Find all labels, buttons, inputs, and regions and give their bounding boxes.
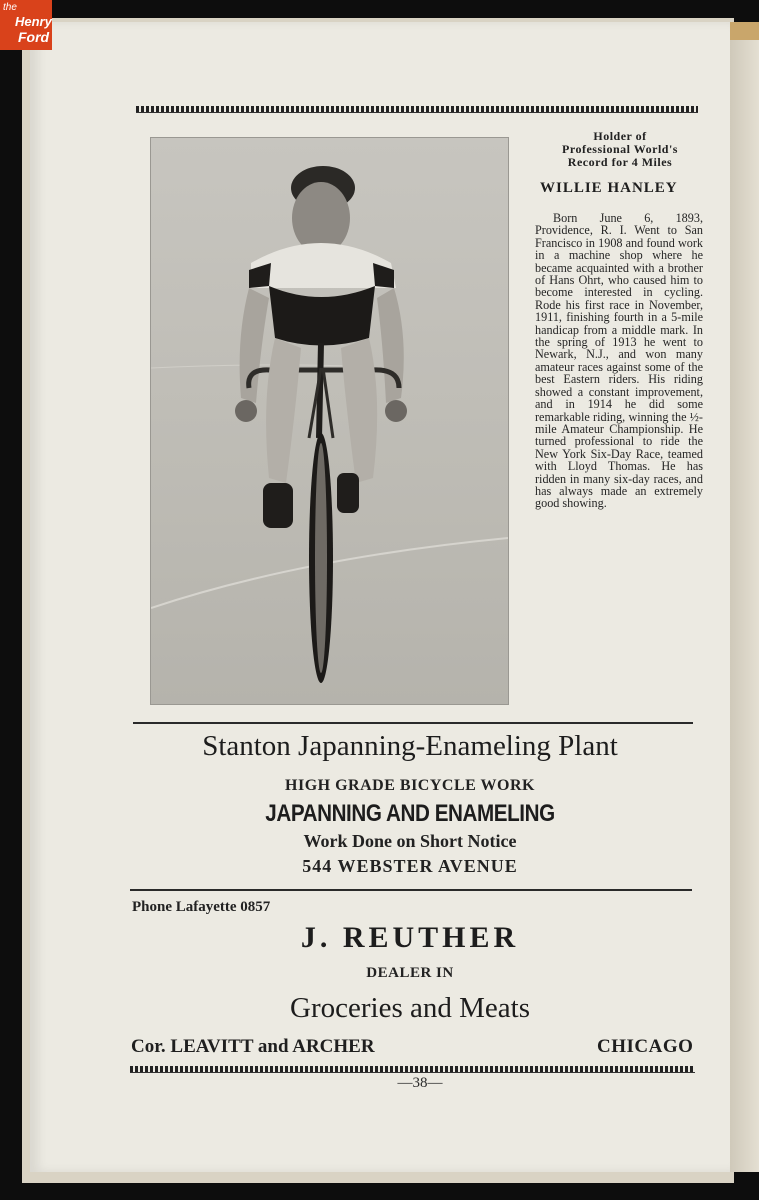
ad-reuther-phone: Phone Lafayette 0857 [132, 899, 271, 915]
facing-page-edge [730, 22, 759, 1172]
ad-stanton-line: HIGH GRADE BICYCLE WORK [285, 777, 535, 794]
page-number: —38— [397, 1075, 443, 1091]
caption-line: Record for 4 Miles [567, 155, 673, 169]
ad-reuther-goods: Groceries and Meats [290, 992, 530, 1024]
top-ornament-rule [136, 106, 698, 113]
ad-reuther-address: Cor. LEAVITT and ARCHER [131, 1036, 375, 1057]
cyclist-photo [150, 137, 509, 705]
logo-ford: Ford [18, 29, 50, 45]
henry-ford-logo [0, 0, 52, 50]
logo-the: the [3, 2, 17, 13]
rider-biography [535, 212, 703, 510]
page-tab [730, 22, 759, 40]
cyclist-illustration [151, 138, 508, 704]
ad-stanton-line: Work Done on Short Notice [303, 831, 517, 851]
ad-stanton-address: 544 WEBSTER AVENUE [302, 856, 518, 876]
bottom-ornament-rule [130, 1066, 695, 1073]
divider-rule [133, 722, 693, 724]
ad-stanton-headline: JAPANNING AND ENAMELING [265, 800, 555, 827]
ad-stanton-title: Stanton Japanning-Enameling Plant [202, 730, 618, 762]
ad-reuther-dealer: DEALER IN [366, 965, 454, 981]
caption-line: Professional World's [562, 142, 678, 156]
biography-text: Born June 6, 1893, Providence, R. I. Went to San Francisco in 1908 and found work in a machine shop where he became acquainted with a brother of Hans Ohrt, who caused him to become interested in cycling. Rode his first race in November, 1911, finishing fourth in a 5-mile handicap from a middle mark. In the spring of 1913 he went to Newark, N.J., and won many amateur races against some of the best Eastern riders. His riding showed a constant improvement, and in 1914 he did some remarkable riding, winning the ½-mile Amateur Championship. He turned professional to ride the New York Six-Day Race, teamed with Lloyd Thomas. He has ridden in many six-day races, and has always made an extremely good showing. [535, 211, 703, 511]
caption-line: Holder of [593, 129, 647, 143]
record-caption [535, 130, 705, 169]
logo-henry: Henry [15, 14, 52, 29]
ad-reuther-city: CHICAGO [597, 1036, 694, 1057]
ad-reuther-name: J. REUTHER [300, 921, 520, 954]
divider-rule [130, 889, 692, 891]
rider-name: WILLIE HANLEY [540, 180, 678, 196]
